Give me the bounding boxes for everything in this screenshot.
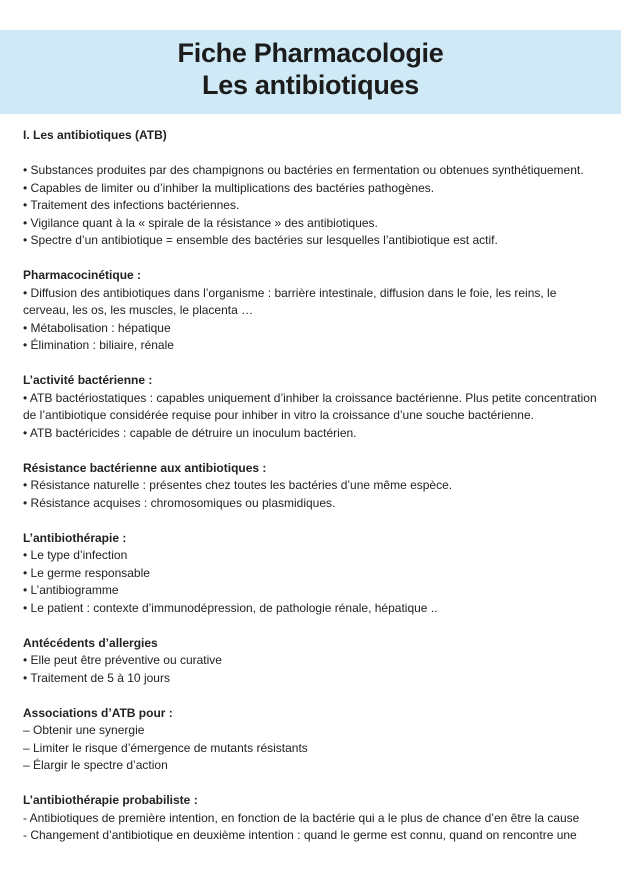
list-item: • Le type d’infection bbox=[23, 548, 128, 562]
spacer bbox=[23, 512, 605, 530]
spacer bbox=[23, 355, 605, 373]
section-title: Pharmacocinétique : bbox=[23, 268, 142, 282]
spacer bbox=[23, 442, 605, 460]
spacer bbox=[23, 145, 605, 163]
page-header bbox=[0, 30, 621, 114]
list-item: • Résistance acquises : chromosomiques ou plasmidiques. bbox=[23, 495, 336, 510]
list-item: • Capables de limiter ou d’inhiber la multiplications des bactéries pathogènes. bbox=[23, 180, 435, 195]
list-item: • L’antibiogramme bbox=[23, 583, 119, 597]
section-title: Associations d’ATB pour : bbox=[23, 705, 173, 720]
spacer bbox=[23, 775, 605, 793]
list-item: • Le patient : contexte d’immunodépression, de pathologie rénale, hépatique .. bbox=[23, 600, 438, 615]
spacer bbox=[23, 250, 605, 268]
spacer bbox=[23, 687, 605, 705]
section-title: L’activité bactérienne : bbox=[23, 373, 153, 387]
spacer bbox=[23, 617, 605, 635]
list-item: • Le germe responsable bbox=[23, 565, 150, 580]
section bbox=[23, 530, 605, 618]
list-item: • Substances produites par des champignons ou bactéries en fermentation ou obtenues synthétiquement. bbox=[23, 163, 584, 177]
list-item: - Changement d’antibiotique en deuxième intention : quand le germe est connu, quand on rencontre une bbox=[23, 828, 577, 842]
section-title: I. Les antibiotiques (ATB) bbox=[23, 128, 167, 142]
list-item: • Traitement des infections bactériennes. bbox=[23, 198, 240, 212]
list-item: • Traitement de 5 à 10 jours bbox=[23, 670, 170, 685]
page-subtitle: Les antibiotiques bbox=[202, 70, 419, 100]
list-item: – Limiter le risque d’émergence de mutants résistants bbox=[23, 740, 308, 755]
page-title: Fiche Pharmacologie bbox=[177, 38, 444, 68]
list-item: • Résistance naturelle : présentes chez toutes les bactéries d’une même espèce. bbox=[23, 478, 453, 492]
list-item: • Métabolisation : hépatique bbox=[23, 320, 171, 335]
section-title: L’antibiothérapie : bbox=[23, 530, 127, 545]
section bbox=[23, 127, 605, 250]
document-body bbox=[23, 127, 605, 845]
section-title: Antécédents d’allergies bbox=[23, 635, 158, 650]
list-item: – Obtenir une synergie bbox=[23, 723, 145, 737]
section bbox=[23, 267, 605, 355]
section bbox=[23, 460, 605, 513]
section-title: Résistance bactérienne aux antibiotiques : bbox=[23, 460, 267, 475]
list-item: • Vigilance quant à la « spirale de la résistance » des antibiotiques. bbox=[23, 215, 378, 230]
section bbox=[23, 635, 605, 688]
list-item: • Élimination : biliaire, rénale bbox=[23, 338, 174, 352]
list-item: • Spectre d’un antibiotique = ensemble des bactéries sur lesquelles l’antibiotique est actif. bbox=[23, 233, 498, 247]
section bbox=[23, 705, 605, 775]
list-item: • Elle peut être préventive ou curative bbox=[23, 653, 222, 667]
section-title: L’antibiothérapie probabiliste : bbox=[23, 793, 198, 807]
list-item: - Antibiotiques de première intention, en fonction de la bactérie qui a le plus de chance d’en être la cause bbox=[23, 810, 580, 825]
list-item: – Élargir le spectre d’action bbox=[23, 758, 168, 772]
section bbox=[23, 792, 605, 845]
list-item: • ATB bactéricides : capable de détruire un inoculum bactérien. bbox=[23, 425, 357, 440]
list-item: • Diffusion des antibiotiques dans l’organisme : barrière intestinale, diffusion dans le foie, les reins, le cerveau, les os, les muscles, le placenta … bbox=[23, 285, 557, 317]
section bbox=[23, 372, 605, 442]
list-item: • ATB bactériostatiques : capables uniquement d’inhiber la croissance bactérienne. Plus petite concentration de l’antibiotique considérée requise pour inhiber in vitro la croissance d’une souche bactérienne. bbox=[23, 390, 597, 422]
